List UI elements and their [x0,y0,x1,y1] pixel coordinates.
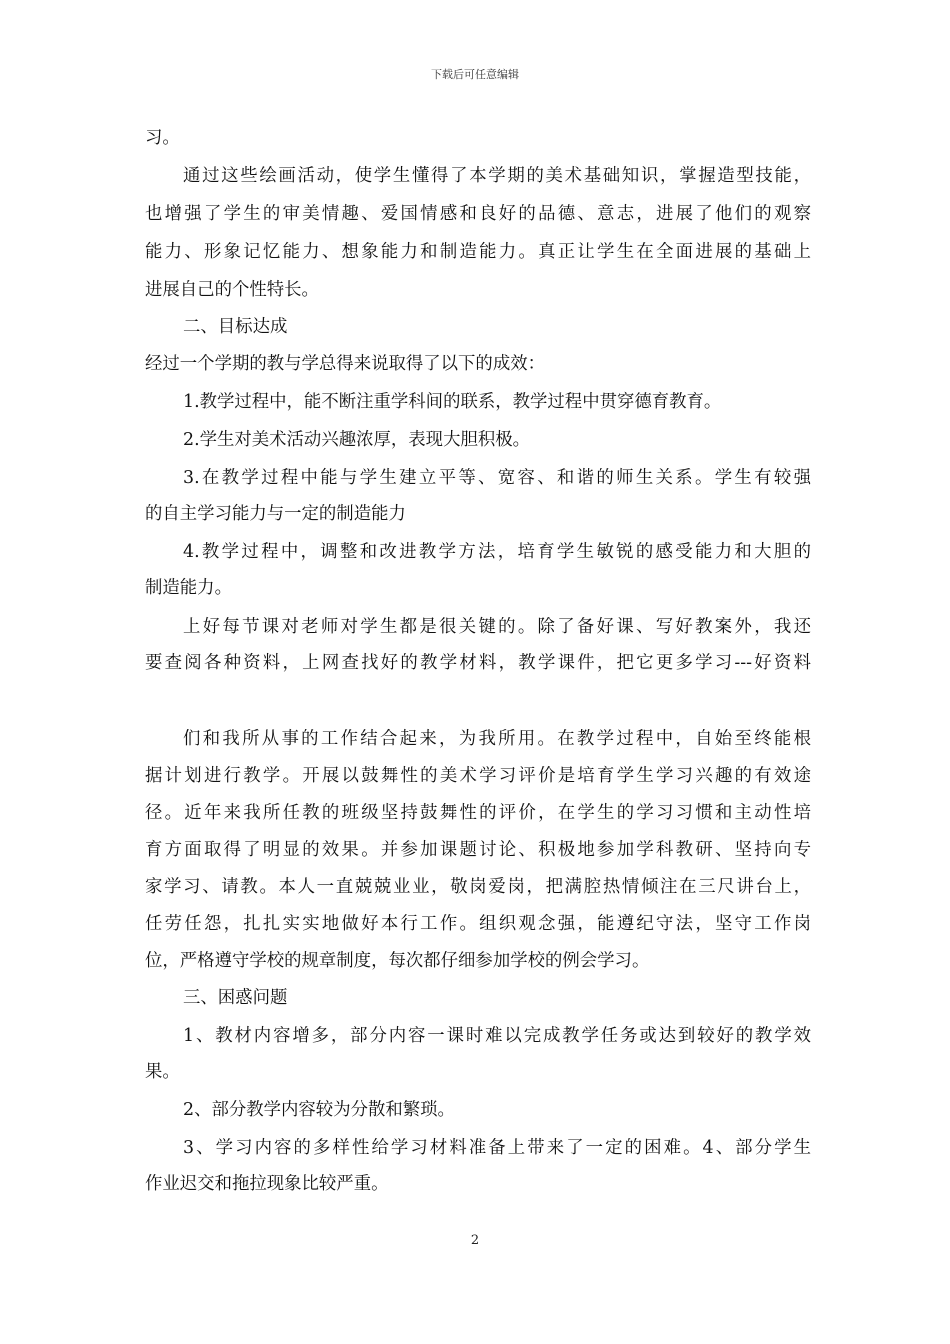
list-item: 2、部分教学内容较为分散和繁琐。 [183,1100,455,1120]
text-line: 能力、形象记忆能力、想象能力和制造能力。真正让学生在全面进展的基础上 [145,242,811,262]
list-item: 1、教材内容增多，部分内容一课时难以完成教学任务或达到较好的教学效 [183,1026,811,1046]
text-line: 位，严格遵守学校的规章制度，每次都仔细参加学校的例会学习。 [145,951,650,971]
text-line: 要查阅各种资料，上网查找好的教学材料，教学课件，把它更多学习---好资料 [145,653,811,673]
section-heading: 三、困惑问题 [183,988,288,1008]
list-item: 4.教学过程中，调整和改进教学方法，培育学生敏锐的感受能力和大胆的 [183,542,811,562]
text-line: 据计划进行教学。开展以鼓舞性的美术学习评价是培育学生学习兴趣的有效途 [145,766,811,786]
page-number: 2 [470,1233,480,1248]
text-line: 育方面取得了明显的效果。并参加课题讨论、积极地参加学科教研、坚持向专 [145,840,811,860]
text-line: 习。 [145,128,180,148]
text-line: 也增强了学生的审美情趣、爱国情感和良好的品德、意志，进展了他们的观察 [145,204,811,224]
text-line: 们和我所从事的工作结合起来，为我所用。在教学过程中，自始至终能根 [183,729,811,749]
text-line: 果。 [145,1062,180,1082]
list-item: 1.教学过程中，能不断注重学科间的联系，教学过程中贯穿德育教育。 [183,392,722,412]
text-line: 家学习、请教。本人一直兢兢业业，敬岗爱岗，把满腔热情倾注在三尺讲台上， [145,877,811,897]
list-item: 2.学生对美术活动兴趣浓厚，表现大胆积极。 [183,430,531,450]
text-line: 作业迟交和拖拉现象比较严重。 [145,1174,389,1194]
text-line: 制造能力。 [145,578,232,598]
list-item: 3.在教学过程中能与学生建立平等、宽容、和谐的师生关系。学生有较强 [183,468,811,488]
text-line: 通过这些绘画活动，使学生懂得了本学期的美术基础知识，掌握造型技能， [183,166,811,186]
text-line: 任劳任怨，扎扎实实地做好本行工作。组织观念强，能遵纪守法，坚守工作岗 [145,914,811,934]
section-heading: 二、目标达成 [183,317,288,337]
text-line: 经过一个学期的教与学总得来说取得了以下的成效： [145,354,545,374]
text-line: 进展自己的个性特长。 [145,280,319,300]
text-line: 上好每节课对老师对学生都是很关键的。除了备好课、写好教案外，我还 [183,617,811,637]
page-header: 下载后可任意编辑 [431,68,519,81]
text-line: 的自主学习能力与一定的制造能力 [145,504,406,524]
text-line: 径。近年来我所任教的班级坚持鼓舞性的评价，在学生的学习习惯和主动性培 [145,803,811,823]
list-item: 3、学习内容的多样性给学习材料准备上带来了一定的困难。4、部分学生 [183,1138,811,1158]
